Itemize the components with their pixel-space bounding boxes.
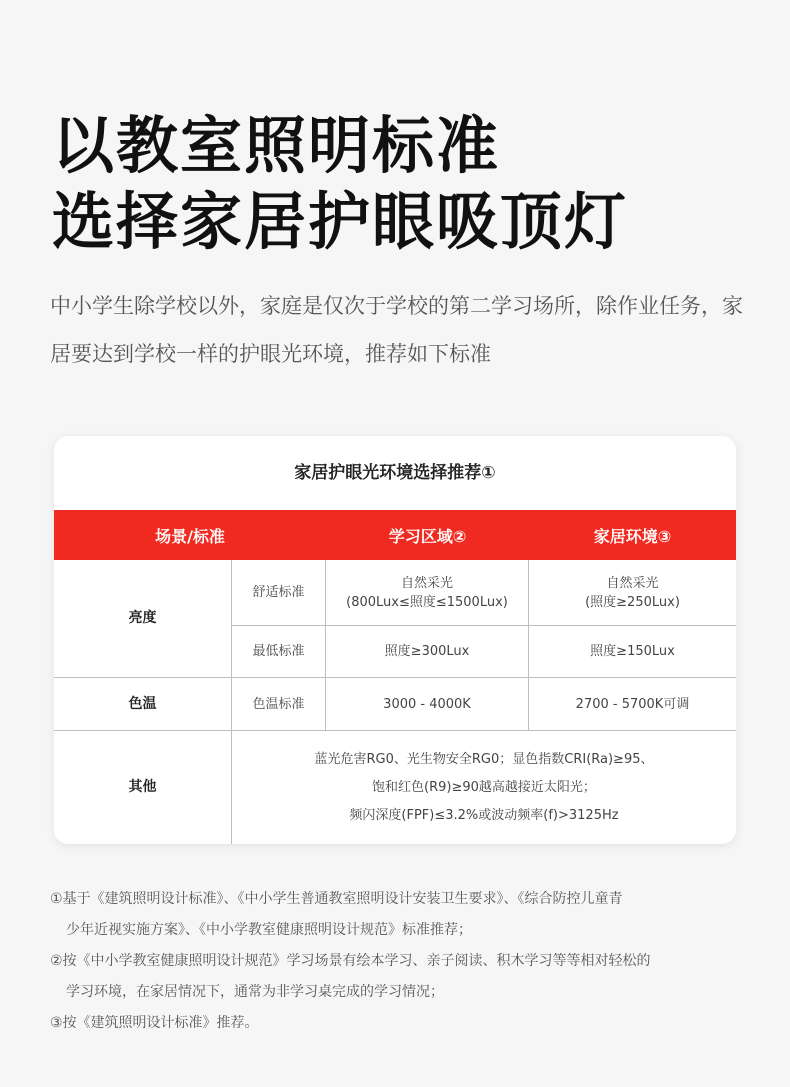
- other-requirements-cell: [232, 731, 736, 844]
- footnote-3: ③按《建筑照明设计标准》推荐。: [50, 1015, 259, 1031]
- header-study: 学习区域②: [388, 526, 467, 546]
- headline: [52, 108, 628, 260]
- comfort-home-line-2: (照度≥250Lux): [585, 594, 680, 610]
- row-label-brightness: 亮度: [54, 560, 232, 678]
- intro-paragraph: 中小学生除学校以外，家庭是仅次于学校的第二学习场所，除作业任务，家居要达到学校一样的护眼光环境，推荐如下标准: [50, 294, 743, 366]
- color-temp-home-cell: 2700 - 5700K可调: [529, 678, 736, 731]
- comfort-study-cell: [326, 560, 529, 626]
- headline-line-1: 以教室照明标准: [52, 109, 501, 182]
- comfort-standard-label: 舒适标准: [232, 560, 326, 626]
- footnote-1-line-2: 少年近视实施方案》、《中小学教室健康照明设计规范》标准推荐；: [66, 922, 472, 938]
- comfort-study-line-1: 自然采光: [400, 575, 453, 591]
- table-title: 家居护眼光环境选择推荐①: [294, 463, 496, 483]
- other-line-3: 频闪深度(FPF)≤3.2%或波动频率(f)>3125Hz: [349, 807, 619, 823]
- footnote-2-line-2: 学习环境，在家居情况下，通常为非学习桌完成的学习情况；: [66, 984, 444, 1000]
- header-scene: 场景/标准: [155, 526, 225, 546]
- table-header-row: [54, 510, 736, 560]
- footnote-2-line-1: ②按《中小学教室健康照明设计规范》学习场景有绘本学习、亲子阅读、积木学习等等相对轻松的: [50, 953, 651, 969]
- other-line-1: 蓝光危害RG0、光生物安全RG0；显色指数CRI(Ra)≥95、: [314, 751, 654, 767]
- row-label-other: 其他: [54, 731, 232, 844]
- comfort-home-line-1: 自然采光: [606, 575, 659, 591]
- color-temp-standard-label: 色温标准: [232, 678, 326, 731]
- comfort-home-cell: [529, 560, 736, 626]
- header-home: 家居环境③: [593, 526, 672, 546]
- min-home-cell: 照度≥150Lux: [529, 626, 736, 678]
- row-label-color-temp: 色温: [54, 678, 232, 731]
- min-standard-label: 最低标准: [232, 626, 326, 678]
- headline-line-2: 选择家居护眼吸顶灯: [52, 185, 629, 258]
- standards-table-card: [54, 436, 736, 844]
- color-temp-study-cell: 3000 - 4000K: [326, 678, 529, 731]
- comfort-study-line-2: (800Lux≤照度≤1500Lux): [346, 594, 508, 610]
- other-line-2: 饱和红色(R9)≥90越高越接近太阳光；: [372, 779, 596, 795]
- footnote-1-line-1: ①基于《建筑照明设计标准》、《中小学生普通教室照明设计安装卫生要求》、《综合防控儿童青: [50, 891, 623, 907]
- footnotes: [50, 884, 750, 1039]
- min-study-cell: 照度≥300Lux: [326, 626, 529, 678]
